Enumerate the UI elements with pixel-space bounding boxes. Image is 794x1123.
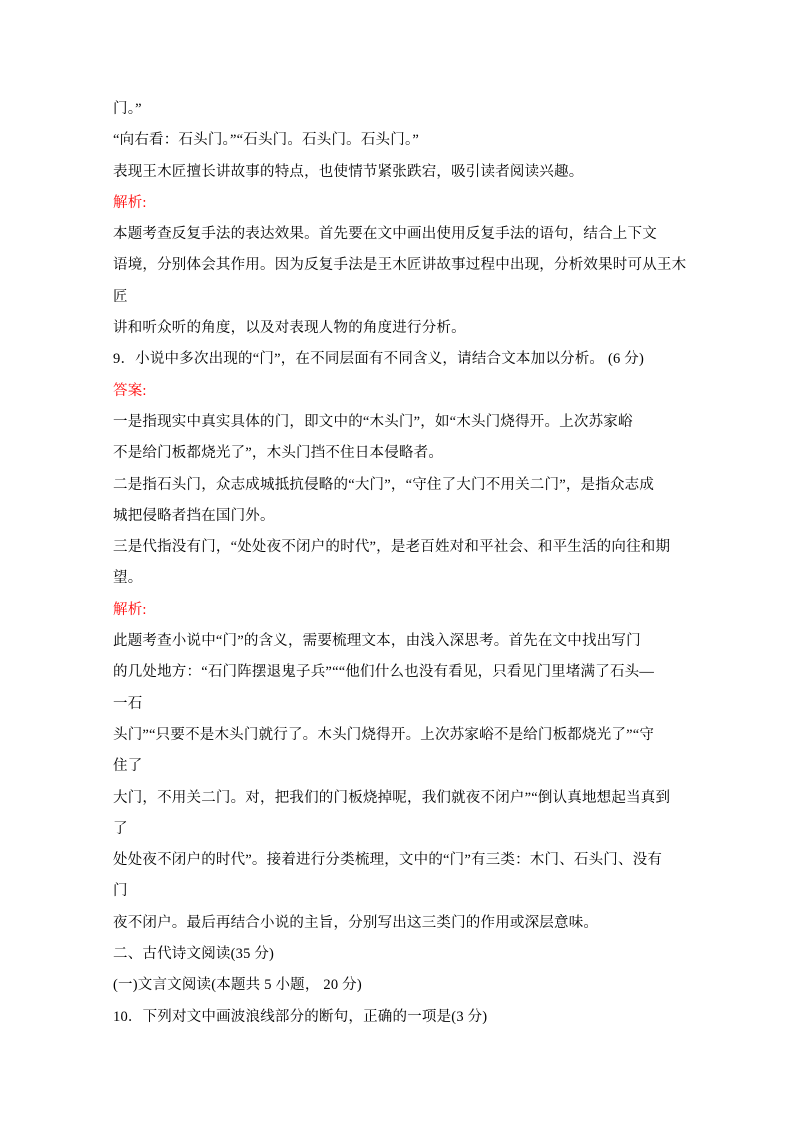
text-line: (一)文言文阅读(本题共 5 小题， 20 分) [113,977,362,994]
text-line: 的几处地方：“石门阵摆退鬼子兵”““他们什么也没有看见，只看见门里堵满了石头— [113,664,655,681]
document-body [113,94,691,1033]
text-line: 匠 [113,288,128,305]
text-line: “向右看：石头门。”“石头门。石头门。石头门。” [113,132,420,149]
section-label-line: 解析: [113,601,147,618]
text-line: 二是指石头门，众志成城抵抗侵略的“大门”，“守住了大门不用关二门”，是指众志成 [113,476,655,493]
text-line: 望。 [113,570,143,587]
text-line: 此题考查小说中“门”的含义，需要梳理文本，由浅入深思考。首先在文中找出写门 [113,633,641,650]
text-line: 门。” [113,101,142,117]
text-line: 处处夜不闭户的时代”。接着进行分类梳理，文中的“门”有三类：木门、石头门、没有 [113,852,663,869]
text-line: 头门”“只要不是木头门就行了。木头门烧得开。上次苏家峪不是给门板都烧光了”“守 [113,726,655,743]
text-line: 二、古代诗文阅读(35 分) [113,946,275,963]
text-line: 一石 [113,695,143,712]
section-label-line: 答案: [113,382,147,399]
text-line: 语境，分别体会其作用。因为反复手法是王木匠讲故事过程中出现，分析效果时可从王木 [113,257,687,274]
section-label-line: 解析: [113,194,147,211]
text-line: 表现王木匠擅长讲故事的特点，也使情节紧张跌宕，吸引读者阅读兴趣。 [113,163,584,180]
text-line: 了 [113,820,128,837]
text-line: 门 [113,883,128,900]
text-line: 三是代指没有门，“处处夜不闭户的时代”，是老百姓对和平社会、和平生活的向往和期 [113,539,671,556]
text-line: 城把侵略者挡在国门外。 [113,507,275,524]
text-line: 一是指现实中真实具体的门，即文中的“木头门”，如“木头门烧得开。上次苏家峪 [113,413,633,430]
text-line: 大门，不用关二门。对，把我们的门板烧掉呢，我们就夜不闭户”“倒认真地想起当真到 [113,789,671,806]
text-line: 讲和听众听的角度，以及对表现人物的角度进行分析。 [113,320,466,337]
text-line: 夜不闭户。最后再结合小说的主旨，分别写出这三类门的作用或深层意味。 [113,914,599,931]
text-line: 不是给门板都烧光了”，木头门挡不住日本侵略者。 [113,445,444,462]
text-line: 10．下列对文中画波浪线部分的断句，正确的一项是(3 分) [113,1008,488,1025]
text-line: 本题考查反复手法的表达效果。首先要在文中画出使用反复手法的语句，结合上下文 [113,226,657,243]
text-line: 9．小说中多次出现的“门”，在不同层面有不同含义，请结合文本加以分析。 (6 分) [113,351,644,368]
text-line: 住了 [113,758,143,775]
